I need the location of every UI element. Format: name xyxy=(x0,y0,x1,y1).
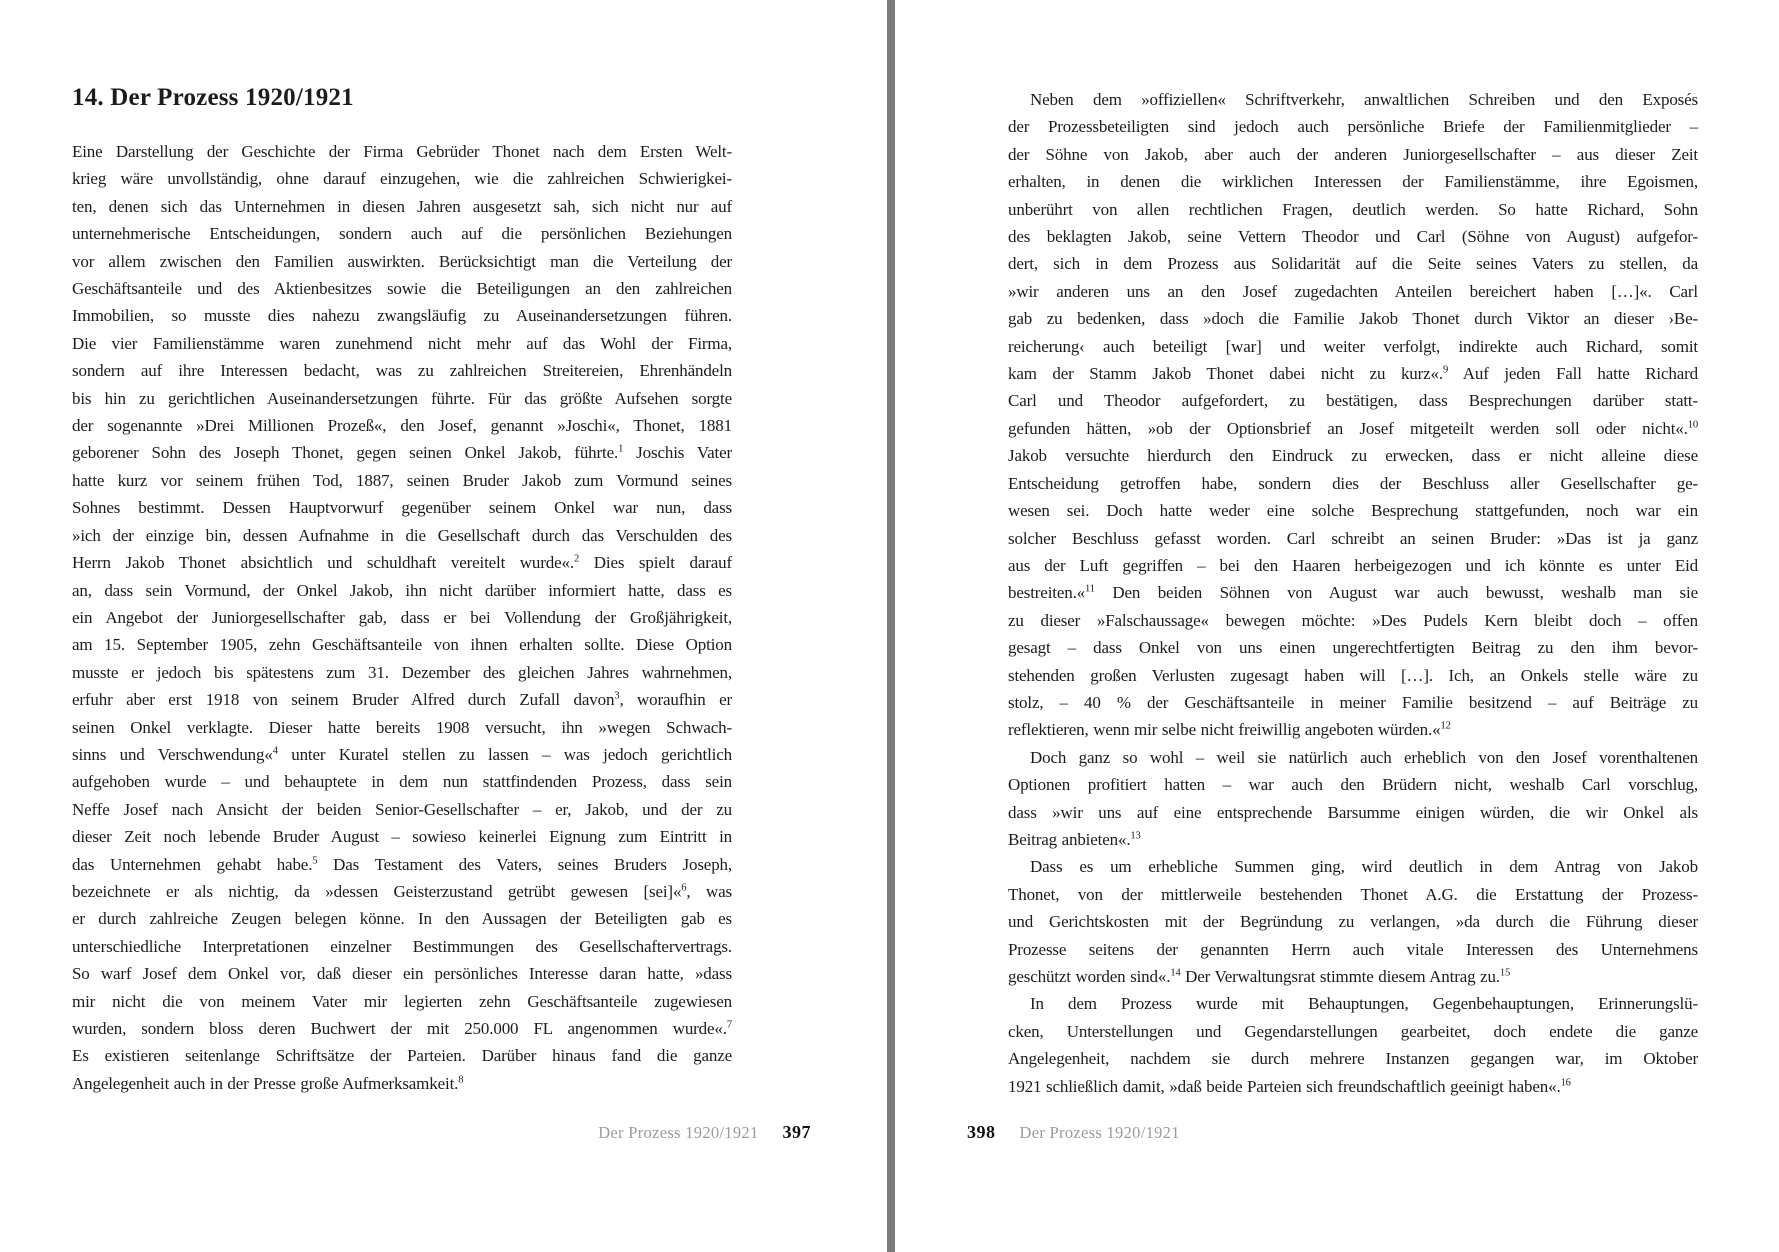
text-line: Die vier Familienstämme waren zunehmend nicht mehr auf das Wohl der Firma, xyxy=(72,333,732,353)
text-line: der Prozessbeteiligten sind jedoch auch persönliche Briefe der Familienmitglieder – xyxy=(1008,117,1698,137)
paragraph xyxy=(1008,86,1698,744)
text-line: unterschiedliche Interpretationen einzelner Bestimmungen des Gesellschaftervertrags. xyxy=(72,936,732,956)
text-line: cken, Unterstellungen und Gegendarstellungen gearbeitet, doch endete die ganze xyxy=(1008,1021,1698,1041)
footnote-marker: 8 xyxy=(458,1074,464,1086)
text-line: dieser Zeit noch lebende Bruder August – sowieso keinerlei Eignung zum Eintritt in xyxy=(72,827,732,847)
footnote-marker: 11 xyxy=(1085,583,1095,595)
text-line: und Gerichtskosten mit der Begründung zu verlangen, »da durch die Führung dieser xyxy=(1008,912,1698,932)
text-line: gefunden hätten, »ob der Optionsbrief an Josef mitgeteilt werden soll oder nicht«.$^{10}$ xyxy=(1008,418,1698,438)
text-line: geborener Sohn des Joseph Thonet, gegen seinen Onkel Jakob, führte.$^1$ Joschis Vater xyxy=(72,443,733,463)
text-line: Doch ganz so wohl – weil sie natürlich auch erheblich von den Josef vorenthaltenen xyxy=(1030,747,1698,767)
page-number: 397 xyxy=(782,1122,811,1142)
text-line: gab zu bedenken, dass »doch die Familie Jakob Thonet durch Viktor an dieser ›Be- xyxy=(1008,309,1698,329)
text-line: mir nicht die von meinem Vater mir legierten zehn Geschäftsanteile zugewiesen xyxy=(72,991,732,1011)
text-line: ein Angebot der Juniorgesellschafter gab, dass er bei Vollendung der Großjährigkeit, xyxy=(72,607,732,627)
text-line: Dass es um erhebliche Summen ging, wird deutlich in dem Antrag von Jakob xyxy=(1030,857,1698,877)
text-line: geschützt worden sind«.$^{14}$ Der Verwaltungsrat stimmte diesem Antrag zu.$^{15}$ xyxy=(1008,967,1511,986)
text-line: unberührt von allen rechtlichen Fragen, deutlich werden. So hatte Richard, Sohn xyxy=(1008,199,1698,219)
running-head: Der Prozess 1920/1921 xyxy=(1019,1123,1180,1142)
text-line: Eine Darstellung der Geschichte der Firma Gebrüder Thonet nach dem Ersten Welt- xyxy=(72,142,732,161)
footnote-marker: 16 xyxy=(1560,1076,1571,1088)
text-line: Entscheidung getroffen habe, sondern dies der Beschluss aller Gesellschafter ge- xyxy=(1008,473,1698,493)
text-line: In dem Prozess wurde mit Behauptungen, Gegenbehauptungen, Erinnerungslü- xyxy=(1030,994,1698,1014)
text-line: So warf Josef dem Onkel vor, daß dieser ein persönliches Interesse daran hatte, »dass xyxy=(72,964,732,984)
text-line: Herrn Jakob Thonet absichtlich und schuldhaft vereitelt wurde«.$^2$ Dies spielt darauf xyxy=(72,553,732,573)
text-line: vor allem zwischen den Familien auswirkten. Berücksichtigt man die Verteilung der xyxy=(72,251,732,271)
text-line: solcher Beschluss gefasst worden. Carl schreibt an seinen Bruder: »Das ist ja ganz xyxy=(1008,528,1698,548)
text-line: bis hin zu gerichtlichen Auseinandersetzungen führte. Für das größte Aufsehen sorgte xyxy=(72,388,732,408)
text-line: wurden, sondern bloss deren Buchwert der mit 250.000 FL angenommen wurde«.$^7$ xyxy=(72,1019,732,1038)
text-line: ten, denen sich das Unternehmen in diesen Jahren ausgesetzt sah, sich nicht nur auf xyxy=(72,196,732,216)
page-number: 398 xyxy=(967,1122,996,1142)
text-line: dass »wir uns auf eine entsprechende Barsumme einigen würden, die wir Onkel als xyxy=(1008,802,1698,822)
page-footer xyxy=(967,1118,1180,1147)
paragraph xyxy=(1008,744,1698,854)
page-footer xyxy=(598,1118,811,1147)
footnote-marker: 3 xyxy=(614,690,620,702)
text-line: erhalten, in denen die wirklichen Interessen der Familienstämme, ihre Egoismen, xyxy=(1008,172,1698,192)
page-gutter-divider xyxy=(887,0,895,1252)
page-body xyxy=(72,138,732,1097)
text-line: Immobilien, so musste dies nahezu zwangsläufig zu Auseinandersetzungen führen. xyxy=(72,306,732,326)
text-line: Angelegenheit, nachdem sie durch mehrere Instanzen gegangen war, im Oktober xyxy=(1008,1049,1698,1069)
text-line: seinen Onkel verklagte. Dieser hatte bereits 1908 versucht, ihn »wegen Schwach- xyxy=(72,717,732,737)
footnote-marker: 15 xyxy=(1499,967,1511,979)
paragraph xyxy=(1008,853,1698,990)
text-line: er durch zahlreiche Zeugen belegen könne. In den Aussagen der Beteiligten gab es xyxy=(72,909,732,929)
text-line: unternehmerische Entscheidungen, sondern auch auf die persönlichen Beziehungen xyxy=(72,224,732,244)
footnote-marker: 4 xyxy=(272,745,278,757)
text-line: Optionen profitiert hatten – war auch den Brüdern nicht, weshalb Carl vorschlug, xyxy=(1008,775,1698,795)
text-line: stolz, – 40 % der Geschäftsanteile in meiner Familie besitzend – auf Beiträge zu xyxy=(1008,692,1698,712)
page-right xyxy=(967,0,1698,1252)
footnote-marker: 12 xyxy=(1440,720,1451,732)
text-line: krieg wäre unvollständig, ohne darauf einzugehen, wie die zahlreichen Schwierigkei- xyxy=(72,169,732,189)
footnote-marker: 6 xyxy=(681,882,687,894)
chapter-heading: 14. Der Prozess 1920/1921 xyxy=(72,84,354,111)
text-line: aufgehoben wurde – und behauptete in dem nun stattfindenden Prozess, dass sein xyxy=(72,772,732,792)
text-line: Thonet, von der mittlerweile bestehenden Thonet A.G. die Erstattung der Prozess- xyxy=(1008,884,1698,904)
text-line: Sohnes bestimmt. Dessen Hauptvorwurf gegenüber seinem Onkel war nun, dass xyxy=(72,498,732,518)
text-line: sinns und Verschwendung«$^4$ unter Kuratel stellen zu lassen – was jedoch gerichtlich xyxy=(72,744,732,764)
page-left xyxy=(72,0,811,1252)
text-line: aus der Luft gegriffen – bei den Haaren herbeigezogen und ich könnte es unter Eid xyxy=(1008,555,1698,575)
text-line: gesagt – dass Onkel von uns einen ungerechtfertigten Beitrag zu den ihm bevor- xyxy=(1008,638,1698,658)
text-line: Neben dem »offiziellen« Schriftverkehr, anwaltlichen Schreiben und den Exposés xyxy=(1030,90,1698,109)
text-line: Angelegenheit auch in der Presse große Aufmerksamkeit.$^8$ xyxy=(72,1073,464,1093)
text-line: des beklagten Jakob, seine Vettern Theodor und Carl (Söhne von August) aufgefor- xyxy=(1008,227,1698,247)
text-line: stehenden großen Verlusten zugesagt haben will […]. Ich, an Onkels stelle wäre zu xyxy=(1008,665,1698,685)
text-line: 1921 schließlich damit, »daß beide Parteien sich freundschaftlich geeinigt haben«.$^{16}$ xyxy=(1008,1076,1571,1096)
text-line: reicherung‹ auch beteiligt [war] und weiter verfolgt, indirekte auch Richard, somit xyxy=(1008,336,1698,356)
text-line: hatte kurz vor seinem frühen Tod, 1887, seinen Bruder Jakob zum Vormund seines xyxy=(72,470,732,490)
page-body xyxy=(1008,86,1698,1100)
footnote-marker: 10 xyxy=(1687,419,1698,431)
footnote-marker: 14 xyxy=(1170,967,1181,979)
footnote-marker: 5 xyxy=(312,854,318,866)
text-line: zu dieser »Falschaussage« bewegen möchte: »Des Pudels Kern bleibt doch – offen xyxy=(1008,610,1698,630)
text-line: dert, sich in dem Prozess aus Solidarität auf die Seite seines Vaters zu stellen, da xyxy=(1008,254,1698,274)
text-line: Beitrag anbieten«.$^{13}$ xyxy=(1008,829,1141,849)
paragraph xyxy=(72,138,732,1097)
text-line: Jakob versuchte hierdurch den Eindruck zu erwecken, dass er nicht alleine diese xyxy=(1008,446,1698,466)
footnote-marker: 7 xyxy=(726,1019,732,1031)
footnote-marker: 13 xyxy=(1130,830,1141,842)
text-line: Es existieren seitenlange Schriftsätze der Parteien. Darüber hinaus fand die ganze xyxy=(72,1046,732,1066)
footnote-marker: 2 xyxy=(574,553,580,565)
text-line: musste er jedoch bis spätestens zum 31. Dezember des gleichen Jahres wahrnehmen, xyxy=(72,662,732,682)
text-line: das Unternehmen gehabt habe.$^5$ Das Testament des Vaters, seines Bruders Joseph, xyxy=(72,854,732,874)
paragraph xyxy=(1008,990,1698,1100)
text-line: der sogenannte »Drei Millionen Prozeß«, den Josef, genannt »Joschi«, Thonet, 1881 xyxy=(72,416,732,436)
text-line: am 15. September 1905, zehn Geschäftsanteile von ihnen erhalten sollte. Diese Option xyxy=(72,635,732,655)
footnote-marker: 1 xyxy=(618,443,624,455)
running-head: Der Prozess 1920/1921 xyxy=(598,1123,759,1142)
text-line: an, dass sein Vormund, der Onkel Jakob, ihn nicht darüber informiert hatte, dass es xyxy=(72,580,732,600)
text-line: sondern auf ihre Interessen bedacht, was zu zahlreichen Streitereien, Ehrenhändeln xyxy=(72,361,732,381)
text-line: »wir anderen uns an den Josef zugedachten Anteilen bereichert haben […]«. Carl xyxy=(1008,281,1698,301)
text-line: reflektieren, wenn mir selbe nicht freiwillig angeboten würden.«$^{12}$ xyxy=(1008,720,1451,740)
text-line: »ich der einzige bin, dessen Aufnahme in die Gesellschaft durch das Verschulden des xyxy=(72,525,732,545)
text-line: kam der Stamm Jakob Thonet dabei nicht zu kurz«.$^9$ Auf jeden Fall hatte Richard xyxy=(1008,364,1698,384)
text-line: Neffe Josef nach Ansicht der beiden Senior-Gesellschafter – er, Jakob, und der zu xyxy=(72,799,732,819)
text-line: wesen sei. Doch hatte weder eine solche Besprechung stattgefunden, noch war ein xyxy=(1008,501,1698,521)
text-line: bestreiten.«$^{11}$ Den beiden Söhnen von August war auch bewusst, weshalb man sie xyxy=(1008,583,1698,603)
text-line: Carl und Theodor aufgefordert, zu bestätigen, dass Besprechungen darüber statt- xyxy=(1008,391,1698,411)
text-line: Geschäftsanteile und des Aktienbesitzes sowie die Beteiligungen an den zahlreichen xyxy=(72,279,732,299)
text-line: Prozesse seitens der genannten Herrn auch vitale Interessen des Unternehmens xyxy=(1008,939,1698,959)
footnote-marker: 9 xyxy=(1443,364,1449,376)
text-line: der Söhne von Jakob, aber auch der anderen Juniorgesellschafter – aus dieser Zeit xyxy=(1008,144,1698,164)
text-line: bezeichnete er als nichtig, da »dessen Geisterzustand getrübt gewesen [sei]«$^6$, was xyxy=(72,881,732,901)
text-line: erfuhr aber erst 1918 von seinem Bruder Alfred durch Zufall davon$^3$, woraufhin er xyxy=(72,690,732,710)
